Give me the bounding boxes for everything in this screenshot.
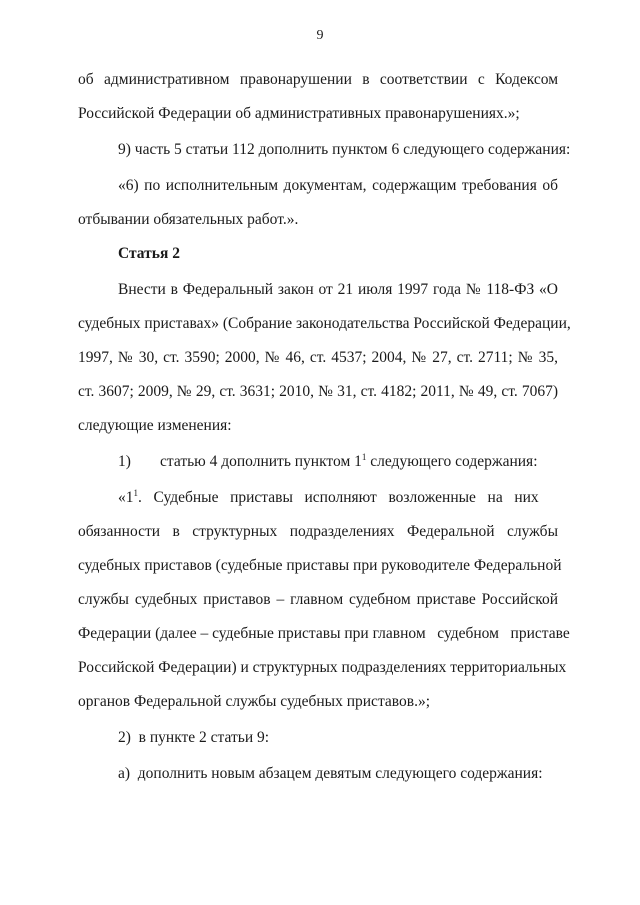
article-heading: Статья 2 [118, 245, 180, 262]
text-line: обязанности в структурных подразделениях Федеральной службы [78, 523, 558, 540]
text-segment: . Судебные приставы исполняют возложенные на них [138, 489, 539, 506]
text-line: 9) часть 5 статьи 112 дополнить пунктом 6 следующего содержания: [118, 141, 571, 158]
text-line: органов Федеральной службы судебных приставов.»; [78, 693, 430, 710]
text-line: об административном правонарушении в соответствии с Кодексом [78, 71, 558, 88]
text-line [118, 488, 558, 508]
list-item [118, 452, 558, 472]
text-line: судебных приставах» (Собрание законодательства Российской Федерации, [78, 315, 571, 332]
text-line: судебных приставов (судебные приставы при руководителе Федеральной [78, 557, 562, 574]
text-line: а) дополнить новым абзацем девятым следующего содержания: [118, 765, 543, 782]
text-line: отбывании обязательных работ.». [78, 211, 299, 228]
text-line: Внести в Федеральный закон от 21 июля 1997 года № 118-ФЗ «О [118, 281, 558, 298]
list-item-number: 1) [118, 453, 131, 470]
superscript: 1 [133, 488, 138, 498]
text-line: Федерации (далее – судебные приставы при главном судебном приставе [78, 625, 570, 642]
list-item-text: статью 4 дополнить пунктом 1 [160, 453, 362, 470]
text-line: Российской Федерации об административных правонарушениях.»; [78, 105, 520, 122]
text-line: Российской Федерации) и структурных подразделениях территориальных [78, 659, 567, 676]
text-line: следующие изменения: [78, 417, 232, 434]
list-item-text-tail: следующего содержания: [366, 453, 538, 470]
text-line: 2) в пункте 2 статьи 9: [118, 729, 270, 746]
text-line: 1997, № 30, ст. 3590; 2000, № 46, ст. 4537; 2004, № 27, ст. 2711; № 35, [78, 349, 558, 366]
superscript: 1 [361, 452, 367, 462]
text-line: ст. 3607; 2009, № 29, ст. 3631; 2010, № 31, ст. 4182; 2011, № 49, ст. 7067) [78, 383, 558, 400]
text-line: службы судебных приставов – главном судебном приставе Российской [78, 591, 558, 608]
text-line: «6) по исполнительным документам, содержащим требования об [118, 177, 558, 194]
quote-open: «1 [118, 489, 134, 506]
page-number: 9 [316, 28, 324, 43]
